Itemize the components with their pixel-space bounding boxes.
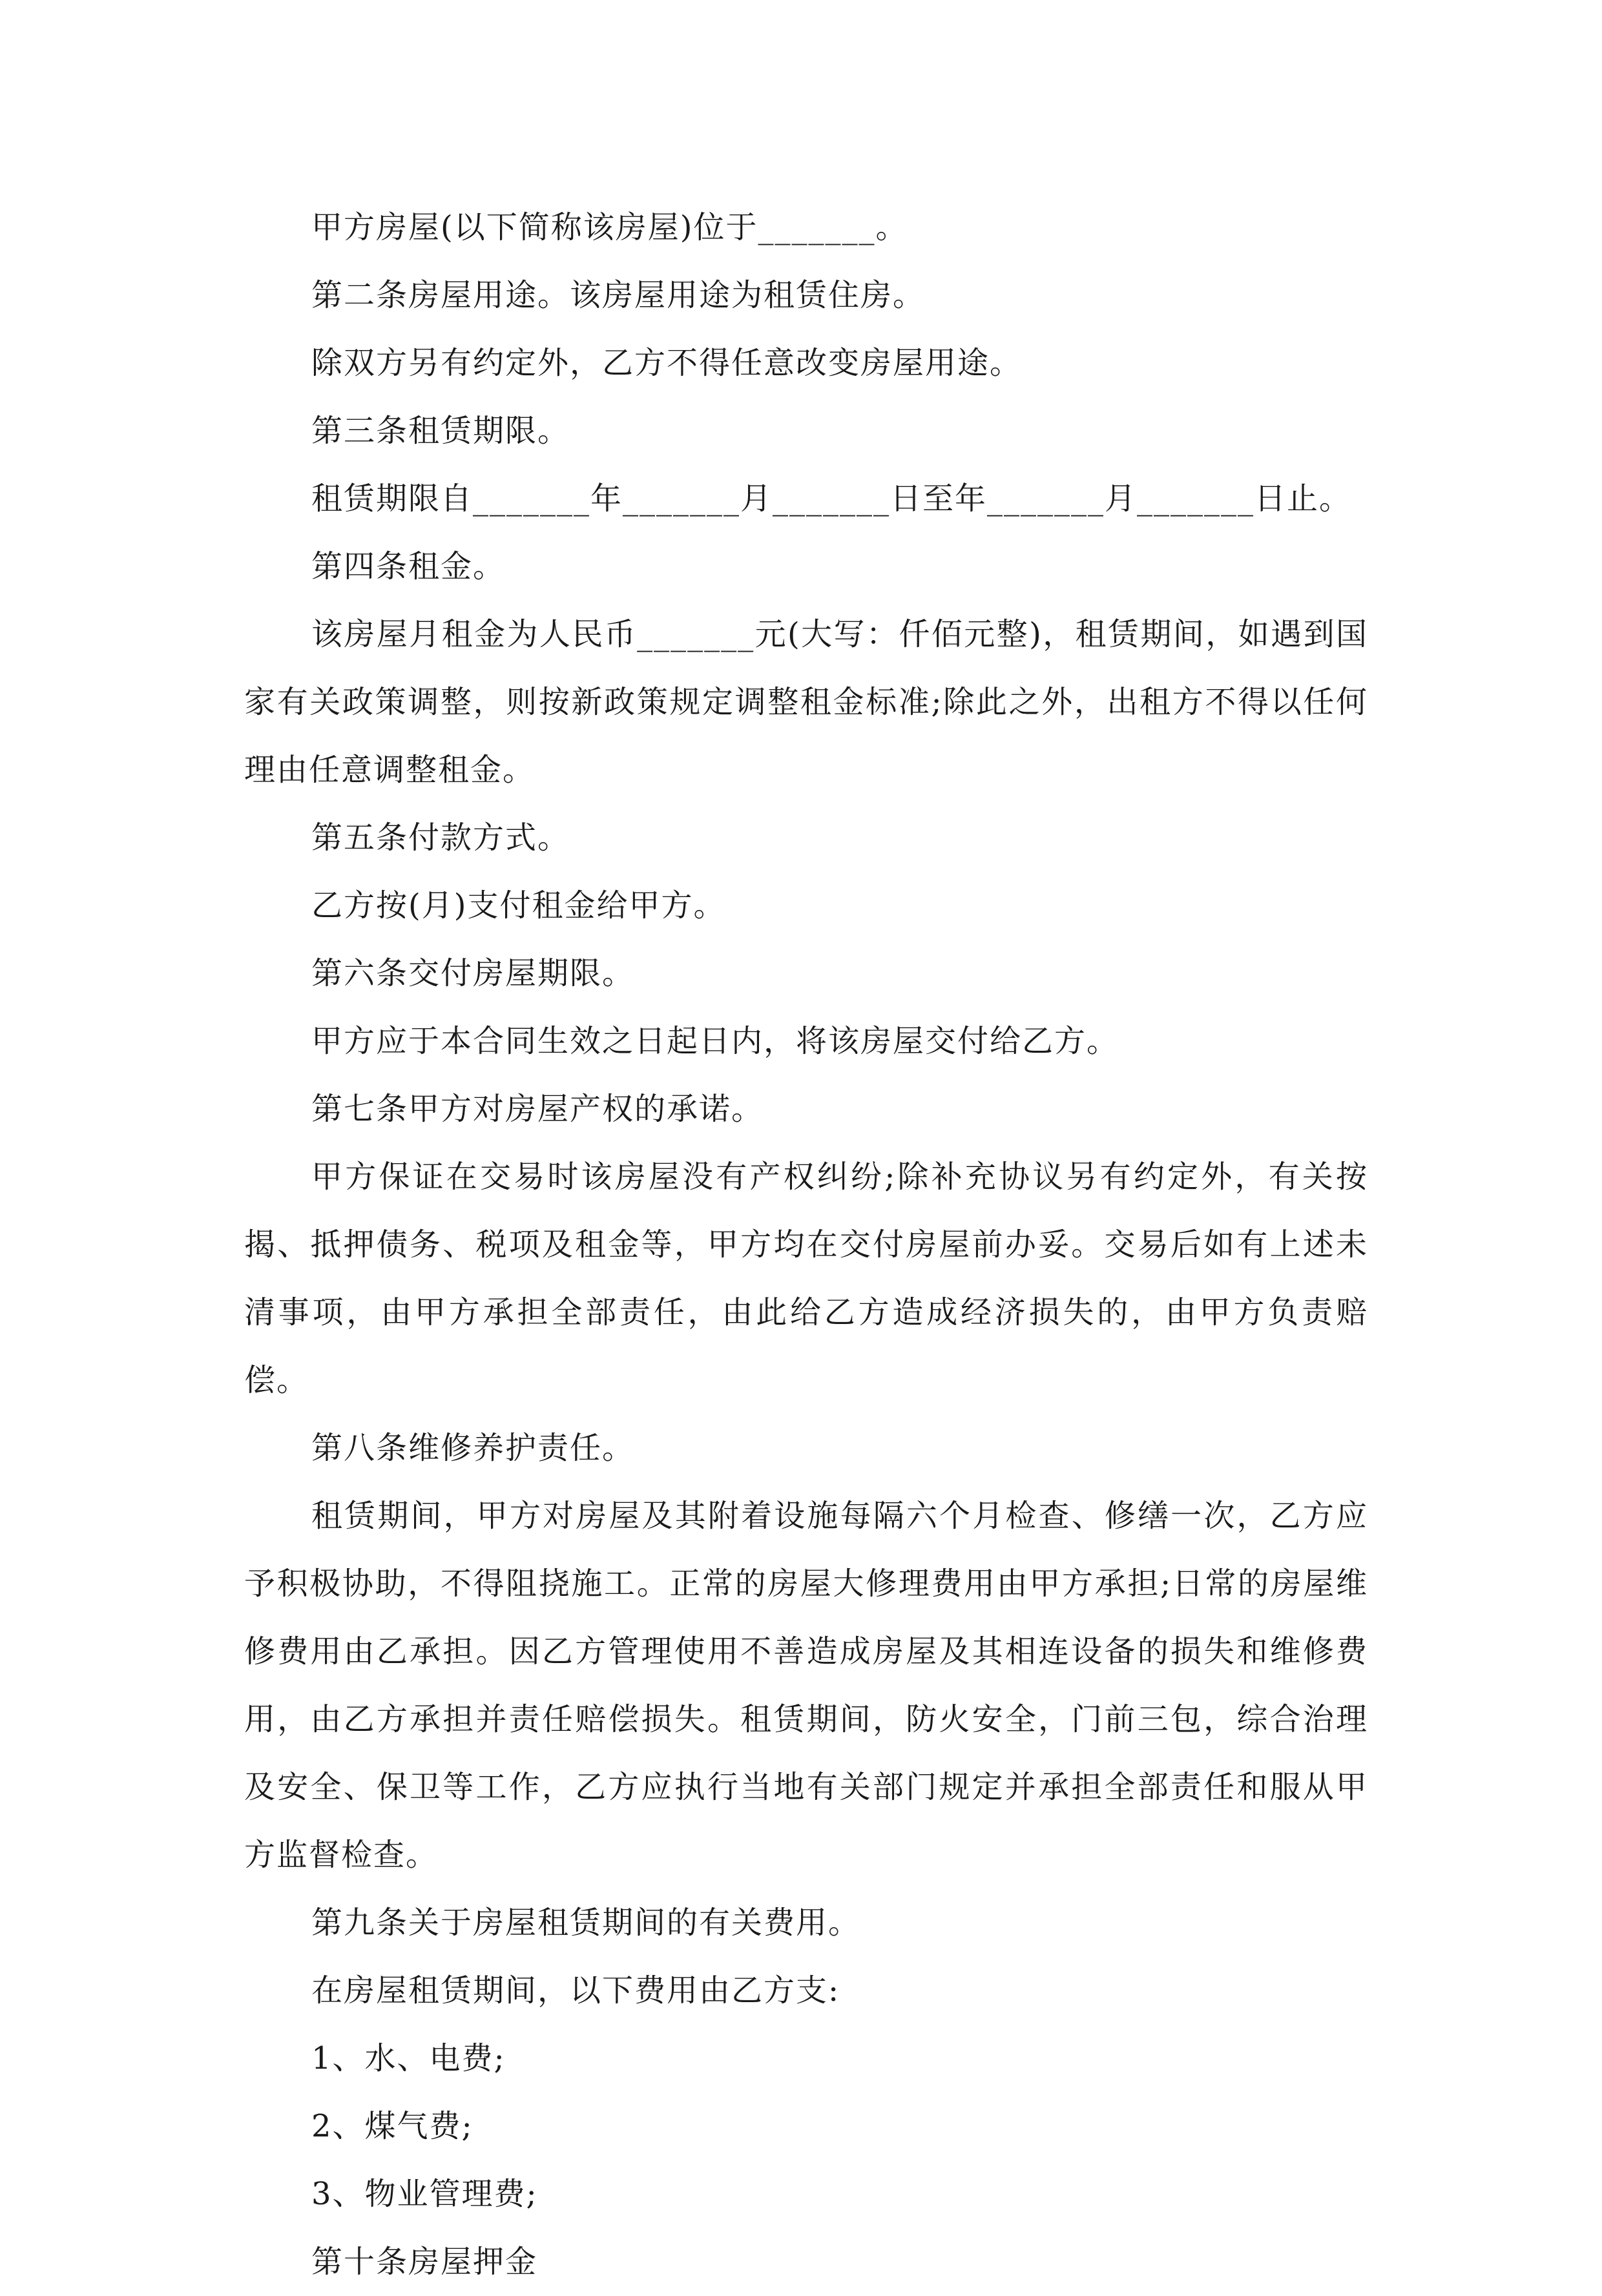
- paragraph-usage-restriction: 除双方另有约定外，乙方不得任意改变房屋用途。: [311, 345, 1023, 381]
- paragraph-location: 甲方房屋(以下简称该房屋)位于_______。: [311, 209, 908, 245]
- paragraph-payment-method: 乙方按(月)支付租金给甲方。: [311, 887, 726, 924]
- paragraph-article-2-heading: 第二条房屋用途。该房屋用途为租赁住房。: [311, 277, 926, 313]
- paragraph-article-3-heading: 第三条租赁期限。: [311, 413, 570, 449]
- paragraph-lease-term: 租赁期限自_______年_______月_______日至年_______月_______日止。: [311, 481, 1352, 517]
- paragraph-article-8-heading: 第八条维修养护责任。: [311, 1430, 635, 1466]
- paragraph-article-10-heading: 第十条房屋押金: [311, 2244, 538, 2280]
- paragraph-article-6-heading: 第六条交付房屋期限。: [311, 955, 635, 991]
- paragraph-fees-intro: 在房屋租赁期间，以下费用由乙方支:: [311, 1972, 840, 2009]
- list-item-gas: 2、煤气费;: [311, 2108, 473, 2144]
- paragraph-article-7-heading: 第七条甲方对房屋产权的承诺。: [311, 1091, 764, 1127]
- paragraph-article-5-heading: 第五条付款方式。: [311, 820, 570, 856]
- paragraph-maintenance: 租赁期间，甲方对房屋及其附着设施每隔六个月检查、修缮一次，乙方应予积极协助，不得阻挠施工。正常的房屋大修理费用由甲方承担;日常的房屋维修费用由乙承担。因乙方管理使用不善造成房屋及其相连设备的损失和维修费用，由乙方承担并责任赔偿损失。租赁期间，防火安全，门前三包，综合治理及安全、保卫等工作，乙方应执行当地有关部门规定并承担全部责任和服从甲方监督检查。: [244, 1498, 1368, 1873]
- paragraph-title-guarantee: 甲方保证在交易时该房屋没有产权纠纷;除补充协议另有约定外，有关按揭、抵押债务、税项及租金等，甲方均在交付房屋前办妥。交易后如有上述未清事项，由甲方承担全部责任，由此给乙方造成经济损失的，由甲方负责赔偿。: [244, 1159, 1368, 1398]
- paragraph-rent-amount: 该房屋月租金为人民币_______元(大写：仟佰元整)，租赁期间，如遇到国家有关政策调整，则按新政策规定调整租金标准;除此之外，出租方不得以任何理由任意调整租金。: [244, 616, 1368, 788]
- contract-body: [244, 194, 1368, 2296]
- list-item-utilities: 1、水、电费;: [311, 2040, 506, 2076]
- paragraph-article-9-heading: 第九条关于房屋租赁期间的有关费用。: [311, 1905, 861, 1941]
- list-item-property-management: 3、物业管理费;: [311, 2176, 538, 2212]
- paragraph-delivery-deadline: 甲方应于本合同生效之日起日内，将该房屋交付给乙方。: [311, 1023, 1119, 1059]
- paragraph-article-4-heading: 第四条租金。: [311, 548, 506, 584]
